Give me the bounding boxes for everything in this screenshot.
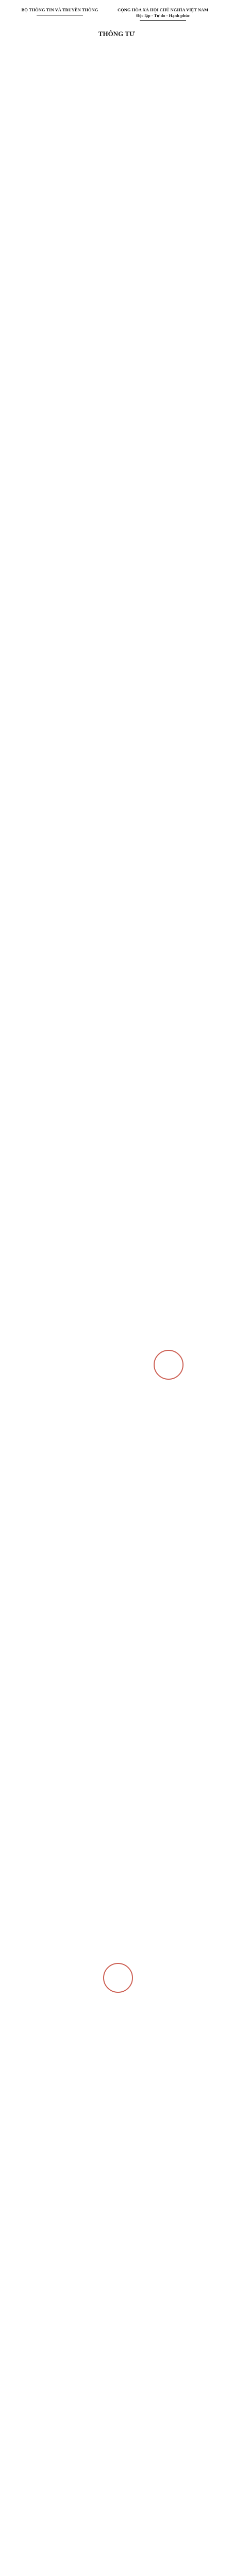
paragraph <box>13 1473 220 1478</box>
paragraph <box>13 106 220 110</box>
issuing-org: BỘ THÔNG TIN VÀ TRUYỀN THÔNG <box>21 7 98 12</box>
national-motto: Độc lập - Tự do - Hạnh phúc <box>136 12 190 18</box>
paragraph <box>13 53 220 57</box>
paragraph <box>13 77 220 81</box>
paragraph <box>13 102 220 106</box>
paragraph <box>13 2133 220 2137</box>
paragraph <box>13 2104 220 2108</box>
paragraph <box>13 86 220 90</box>
sheet-3 <box>0 2071 233 2576</box>
paragraph <box>13 1453 220 1457</box>
paragraph <box>13 2125 220 2129</box>
paragraph <box>13 2088 220 2092</box>
paragraph <box>13 1457 220 1461</box>
paragraph <box>13 2100 220 2104</box>
paragraph <box>13 81 220 86</box>
paragraph <box>13 2129 220 2133</box>
official-seal <box>103 1963 133 1993</box>
paragraph <box>13 73 220 77</box>
paragraph <box>13 2096 220 2100</box>
document-body <box>13 1449 220 1482</box>
paragraph <box>13 2116 220 2121</box>
paragraph <box>13 2112 220 2116</box>
paragraph <box>13 69 220 73</box>
paragraph <box>13 61 220 65</box>
paragraph <box>13 2121 220 2125</box>
header-right <box>106 7 220 21</box>
paragraph <box>13 1461 220 1465</box>
doc-header <box>13 2071 220 2078</box>
national-title: CỘNG HÒA XÃ HỘI CHỦ NGHĨA VIỆT NAM <box>117 7 209 12</box>
paragraph <box>13 1465 220 1469</box>
paragraph <box>13 2092 220 2096</box>
paragraph <box>13 94 220 98</box>
paragraph <box>13 90 220 94</box>
sheet-2 <box>0 1432 233 2071</box>
paragraph <box>13 44 220 48</box>
official-seal <box>154 1350 184 1380</box>
header-left <box>13 7 106 15</box>
paragraph <box>13 65 220 69</box>
paragraph <box>13 98 220 102</box>
paragraph <box>13 1478 220 1482</box>
document-body <box>13 44 220 110</box>
divider <box>140 20 186 21</box>
paragraph <box>13 48 220 53</box>
doc-header <box>13 0 220 21</box>
paragraph <box>13 1469 220 1473</box>
doc-header <box>13 1432 220 1439</box>
paragraph <box>13 2108 220 2112</box>
paragraph <box>13 57 220 61</box>
document-title: THÔNG TƯ <box>98 30 135 38</box>
paragraph <box>13 1449 220 1453</box>
document-body <box>13 2088 220 2137</box>
